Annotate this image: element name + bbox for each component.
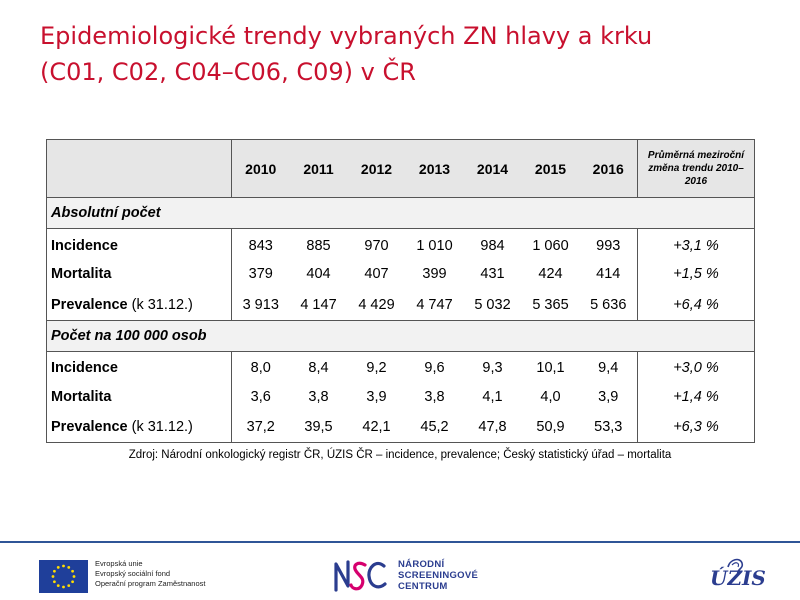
table-cell: 8,4 xyxy=(308,360,329,376)
table-cell: 431 xyxy=(480,266,505,283)
table-row xyxy=(47,382,755,413)
trend-cell: +6,3 % xyxy=(638,412,755,443)
table-row xyxy=(47,412,755,443)
table-cell: 5 636 xyxy=(590,296,627,313)
row-label-main: Incidence xyxy=(51,360,118,376)
table-body xyxy=(47,140,755,443)
table-cell: 379 xyxy=(248,266,273,283)
table-cell: 885 xyxy=(306,237,331,254)
eu-star xyxy=(53,570,56,573)
table-row xyxy=(47,290,755,321)
eu-stars-icon xyxy=(39,560,88,593)
row-label xyxy=(47,259,232,290)
table-cell: 970 xyxy=(364,237,389,254)
table-cell: 9,3 xyxy=(482,360,503,376)
row-label-suffix: (k 31.12.) xyxy=(127,419,193,435)
table-cell: 9,6 xyxy=(424,360,445,376)
trend-cell: +3,1 % xyxy=(638,229,755,260)
table-cell: 8,0 xyxy=(250,360,271,376)
table-cell: 3,8 xyxy=(308,388,329,405)
row-label-main: Prevalence xyxy=(51,296,128,313)
table-row xyxy=(47,351,755,382)
eu-star xyxy=(62,586,65,589)
table-cell: 5 032 xyxy=(474,296,511,313)
header-corner xyxy=(47,140,232,198)
table-cell: 50,9 xyxy=(536,419,565,435)
trend-cell: +3,0 % xyxy=(638,351,755,382)
row-label xyxy=(47,229,232,260)
source-note: Zdroj: Národní onkologický registr ČR, ÚZIS ČR – incidence, prevalence; Český statistický úřad – mortalita xyxy=(128,449,672,461)
year-header: 2011 xyxy=(303,160,334,177)
table-cell: 407 xyxy=(364,266,389,283)
row-label xyxy=(47,382,232,413)
year-header: 2010 xyxy=(245,160,277,177)
row-label xyxy=(47,412,232,443)
nsc-name xyxy=(398,559,478,592)
eu-flag-icon xyxy=(39,560,88,593)
row-label xyxy=(47,351,232,382)
section-row xyxy=(47,198,755,229)
epidemiology-table xyxy=(46,139,755,443)
year-header: 2016 xyxy=(592,160,624,177)
eu-line: Evropská unie xyxy=(95,559,143,568)
table-cell: 399 xyxy=(422,266,447,283)
page-title xyxy=(40,18,760,90)
eu-star xyxy=(53,580,56,583)
year-header: 2014 xyxy=(476,160,509,177)
eu-line: Evropský sociální fond xyxy=(95,569,171,578)
eu-program-text xyxy=(95,559,205,589)
eu-star xyxy=(67,566,70,569)
row-label-main: Mortalita xyxy=(51,266,112,283)
table-header-row xyxy=(47,140,755,198)
year-header: 2013 xyxy=(418,160,451,177)
table-cell: 404 xyxy=(306,266,331,283)
table-cell: 984 xyxy=(480,237,505,254)
nsc-line: SCREENINGOVÉ xyxy=(398,570,479,581)
table-cell: 3,9 xyxy=(598,388,619,405)
table-cell: 39,5 xyxy=(304,419,333,435)
trend-header: Průměrná meziroční změna trendu 2010–2016 xyxy=(638,140,755,198)
year-header: 2015 xyxy=(534,160,567,177)
eu-star xyxy=(52,575,55,578)
row-label-main: Incidence xyxy=(51,237,118,254)
table-cell: 1 060 xyxy=(532,237,569,254)
table-cell: 5 365 xyxy=(532,296,569,313)
table-cell: 42,1 xyxy=(362,419,391,435)
section-row xyxy=(47,320,755,351)
row-label-main: Mortalita xyxy=(51,388,112,405)
table-cell: 10,1 xyxy=(536,360,565,376)
uzis-logo-text: ÚZIS xyxy=(710,566,766,590)
table-cell: 4,0 xyxy=(540,388,561,405)
table-cell: 424 xyxy=(538,266,563,283)
table-cell: 3,6 xyxy=(250,388,271,405)
nsc-line: NÁRODNÍ xyxy=(398,559,445,570)
table-cell: 993 xyxy=(596,237,621,254)
row-label-main: Prevalence xyxy=(51,419,128,435)
nsc-logo-icon xyxy=(332,556,390,596)
eu-star xyxy=(57,584,60,587)
table-cell: 3,8 xyxy=(424,388,445,405)
trend-cell: +1,5 % xyxy=(638,259,755,290)
trend-cell: +6,4 % xyxy=(638,290,755,321)
table-row xyxy=(47,259,755,290)
table-cell: 4,1 xyxy=(482,388,503,405)
table-cell: 4 429 xyxy=(358,296,395,313)
table-cell: 843 xyxy=(248,237,273,254)
table-cell: 4 747 xyxy=(416,296,453,313)
table-cell: 9,2 xyxy=(366,360,387,376)
table-cell: 4 147 xyxy=(300,296,337,313)
section-title: Absolutní počet xyxy=(47,198,755,229)
eu-line: Operační program Zaměstnanost xyxy=(95,579,206,588)
table-cell: 45,2 xyxy=(420,419,449,435)
year-header: 2012 xyxy=(360,160,393,177)
row-label-suffix: (k 31.12.) xyxy=(127,296,193,313)
table-cell: 37,2 xyxy=(246,419,275,435)
table-cell: 3 913 xyxy=(242,296,279,313)
table-cell: 47,8 xyxy=(478,419,507,435)
section-title: Počet na 100 000 osob xyxy=(47,320,755,351)
title-line-1: Epidemiologické trendy vybraných ZN hlavy a krku xyxy=(40,22,653,50)
table-row xyxy=(47,229,755,260)
table-cell: 53,3 xyxy=(594,419,623,435)
eu-star xyxy=(67,584,70,587)
row-label xyxy=(47,290,232,321)
title-line-2: (C01, C02, C04–C06, C09) v ČR xyxy=(40,58,416,86)
table-cell: 414 xyxy=(596,266,621,283)
footer-divider xyxy=(0,541,800,543)
eu-star xyxy=(73,575,76,578)
eu-star xyxy=(62,565,65,568)
table-cell: 1 010 xyxy=(416,237,453,254)
eu-star xyxy=(71,580,74,583)
table-cell: 3,9 xyxy=(366,388,387,405)
nsc-line: CENTRUM xyxy=(398,581,448,592)
eu-star xyxy=(57,566,60,569)
trend-cell: +1,4 % xyxy=(638,382,755,413)
table-cell: 9,4 xyxy=(598,360,619,376)
eu-star xyxy=(71,570,74,573)
